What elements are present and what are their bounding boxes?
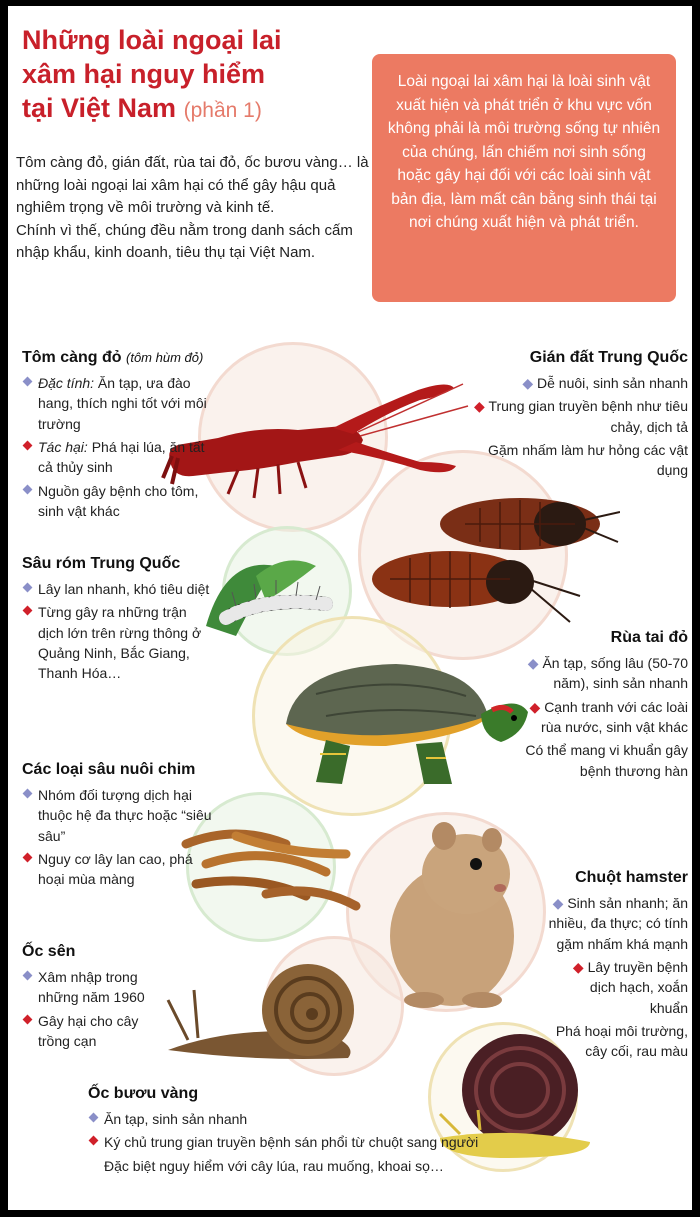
- worms-item-1: Nhóm đối tượng dịch hại thuộc hệ đa thực hoặc “siêu sâu”: [22, 785, 222, 846]
- apple-snail-item-1: Ăn tạp, sinh sản nhanh: [88, 1109, 508, 1129]
- snail-item-1: Xâm nhập trong những năm 1960: [22, 967, 172, 1008]
- cockroach-item-3: Gặm nhấm làm hư hỏng các vật dụng: [487, 442, 688, 479]
- turtle-item-2: ◆ Cạnh tranh với các loài rùa nước, sinh vật khác: [529, 698, 688, 736]
- hamster-item-3: Phá hoại môi trường, cây cối, rau màu: [555, 1022, 688, 1060]
- title-line-1: Những loài ngoại lai: [22, 25, 282, 55]
- intro-paragraph-2: Chính vì thế, chúng đều nằm trong danh sách cấm nhập khẩu, kinh doanh, tiêu thụ tại Việt Nam.: [16, 221, 353, 261]
- worms-item-2: Nguy cơ lây lan cao, phá hoại mùa màng: [22, 849, 222, 890]
- hamster-illustration: [374, 816, 534, 1016]
- apple-snail-item-2: Ký chủ trung gian truyền bệnh sán phổi từ chuột sang người: [88, 1132, 508, 1152]
- title-line-3: tại Việt Nam: [22, 92, 177, 123]
- caterpillar-name: Sâu róm Trung Quốc: [22, 555, 181, 572]
- hamster-item-1: ◆ Sinh sản nhanh; ăn nhiều, đa thực; có tính gặm nhấm khá mạnh: [548, 895, 688, 952]
- infographic-page: [8, 6, 692, 1210]
- caterpillar-item-1: Lây lan nhanh, khó tiêu diệt: [22, 579, 212, 599]
- definition-box: Loài ngoại lai xâm hại là loài sinh vật xuất hiện và phát triển ở khu vực vốn không phải là môi trường sống tự nhiên của chúng, lấn chiếm nơi sinh sống hoặc gây hại đối với các loài sinh vật bản địa, làm mất cân bằng sinh thái tại nơi chúng xuất hiện và phát triển.: [372, 54, 676, 302]
- intro-paragraph-1: Tôm càng đỏ, gián đất, rùa tai đỏ, ốc bươu vàng… là những loài ngoại lai xâm hại có thể gây hậu quả nghiêm trọng về môi trường và kinh tế.: [16, 154, 369, 216]
- caterpillar-item-2: Từng gây ra những trận dịch lớn trên rừng thông ở Quảng Ninh, Bắc Giang, Thanh Hóa…: [22, 602, 212, 683]
- crayfish-harm-label: Tác hại:: [38, 439, 88, 456]
- crayfish-trait-label: Đặc tính:: [38, 375, 95, 392]
- section-snail: [22, 940, 172, 1054]
- hamster-name: Chuột hamster: [575, 869, 688, 886]
- turtle-name: Rùa tai đỏ: [610, 629, 688, 646]
- turtle-illustration: [256, 654, 536, 804]
- snail-illustration: [158, 954, 378, 1064]
- crayfish-trait: Đặc tính: Ăn tạp, ưa đào hang, thích nghi tốt với môi trường: [22, 373, 222, 434]
- intro-text: [16, 152, 376, 265]
- cockroach-name: Gián đất Trung Quốc: [529, 349, 688, 366]
- section-hamster: [548, 866, 688, 1065]
- cockroach-item-1: ◆ Dễ nuôi, sinh sản nhanh: [522, 375, 688, 392]
- crayfish-extra: Nguồn gây bệnh cho tôm, sinh vật khác: [22, 481, 222, 522]
- snail-name: Ốc sên: [22, 943, 76, 960]
- section-turtle: [508, 626, 688, 784]
- title-line-2: xâm hại nguy hiểm: [22, 58, 266, 89]
- section-crayfish: [22, 346, 222, 524]
- hamster-item-2: ◆ Lây truyền bệnh dịch hạch, xoắn khuẩn: [572, 959, 688, 1016]
- caterpillar-illustration: [196, 546, 356, 646]
- section-worms: [22, 758, 222, 893]
- section-caterpillar: [22, 552, 212, 687]
- section-cockroach: [468, 346, 688, 484]
- turtle-item-3: Có thể mang vi khuẩn gây bệnh thương hàn: [525, 742, 688, 779]
- snail-item-2: Gây hại cho cây trồng cạn: [22, 1011, 172, 1052]
- title-part: (phần 1): [183, 98, 262, 122]
- worms-name: Các loại sâu nuôi chim: [22, 761, 196, 778]
- turtle-item-1: ◆ Ăn tạp, sống lâu (50-70 năm), sinh sản nhanh: [527, 655, 688, 692]
- section-apple-snail: [88, 1082, 508, 1179]
- apple-snail-name: Ốc bươu vàng: [88, 1085, 199, 1102]
- cockroach-item-2: ◆ Trung gian truyền bệnh như tiêu chảy, dịch tả: [474, 398, 688, 435]
- crayfish-alt-name: (tôm hùm đỏ): [126, 350, 204, 365]
- cockroach-illustration: [370, 484, 620, 624]
- page-title: [22, 24, 362, 125]
- apple-snail-item-3: Đặc biệt nguy hiểm với cây lúa, rau muống, khoai sọ…: [104, 1157, 444, 1174]
- crayfish-name: Tôm càng đỏ: [22, 349, 122, 366]
- crayfish-harm: Tác hại: Phá hại lúa, ăn tất cả thủy sinh: [22, 437, 222, 478]
